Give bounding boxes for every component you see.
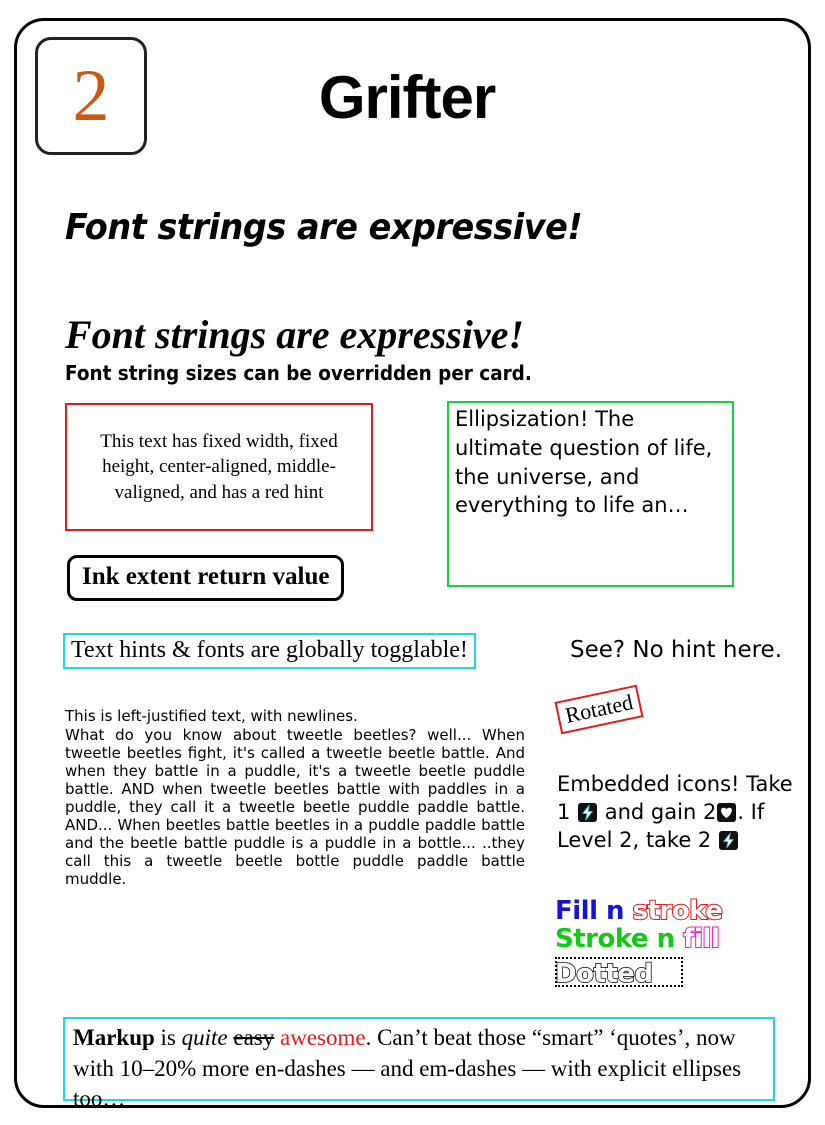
stroke-text-magenta: fill bbox=[683, 924, 720, 955]
embedded-icons-line-2c: . If bbox=[737, 799, 765, 824]
fill-stroke-block bbox=[555, 897, 722, 953]
font-size-override-note: Font string sizes can be overridden per card. bbox=[65, 361, 532, 385]
stroke-text-red: stroke bbox=[632, 896, 723, 926]
markup-box bbox=[63, 1017, 775, 1112]
markup-red: awesome bbox=[280, 1025, 366, 1050]
embedded-icons-line-2a: 1 bbox=[557, 799, 571, 824]
fixed-size-text: This text has fixed width, fixed height, center-aligned, middle-valigned, and has a red hint bbox=[100, 430, 338, 503]
level-number: 2 bbox=[72, 55, 110, 137]
embedded-icons-line-2b: and gain 2 bbox=[604, 799, 717, 824]
embedded-icons-line-3: Level 2, take 2 bbox=[557, 827, 712, 852]
ellipsized-text-box bbox=[447, 401, 734, 587]
fixed-size-text-box bbox=[65, 403, 373, 531]
card bbox=[14, 18, 811, 1112]
markup-rest: . Can’t beat those “smart” ‘quotes’, now with 10–20% more en-dashes — and em-dashes — with explicit ellipses too… bbox=[73, 1025, 742, 1112]
level-badge bbox=[35, 37, 147, 155]
paragraph-first-line: This is left-justified text, with newlines. bbox=[65, 707, 358, 725]
fill-text-blue: Fill n bbox=[555, 896, 625, 926]
paragraph-block bbox=[65, 707, 525, 888]
hint-toggle-box: Text hints & fonts are globally togglable! bbox=[63, 633, 476, 669]
markup-strike: easy bbox=[233, 1025, 275, 1050]
rotated-label: Rotated bbox=[554, 685, 643, 735]
embedded-icons-block bbox=[557, 771, 807, 855]
dotted-text: Dotted bbox=[555, 959, 653, 989]
fill-text-green: Stroke n bbox=[555, 924, 675, 955]
no-hint-text: See? No hint here. bbox=[570, 637, 783, 663]
heart-icon bbox=[717, 802, 736, 821]
expressive-font-line-2: Font strings are expressive! bbox=[65, 312, 524, 357]
lightning-icon bbox=[719, 830, 738, 849]
lightning-icon bbox=[578, 802, 597, 821]
markup-t1: is bbox=[154, 1025, 182, 1050]
embedded-icons-line-1: Embedded icons! Take bbox=[557, 772, 793, 796]
paragraph-justified: What do you know about tweetle beetles? well... When tweetle beetles fight, it's called a tweetle beetle battle. And when they battle in a puddle, it's a tweetle beetle puddle battle. AND when tweetle beetles battle with paddles in a puddle, they call it a tweetle beetle puddle paddle battle. AND... When beetles battle beetles in a puddle paddle battle and the beetle battle puddle is a puddle in a bottle... ..they call this a tweetle beetle bottle puddle paddle battle muddle. bbox=[65, 726, 525, 888]
page-title: Grifter bbox=[318, 64, 496, 131]
markup-text bbox=[73, 1023, 765, 1115]
markup-bold: Markup bbox=[73, 1025, 155, 1050]
markup-italic: quite bbox=[181, 1025, 228, 1050]
ellipsized-text: Ellipsization! The ultimate question of life, the universe, and everything to life an… bbox=[455, 407, 713, 518]
expressive-font-line-1: Font strings are expressive! bbox=[65, 207, 583, 248]
ink-extent-box: Ink extent return value bbox=[67, 555, 344, 601]
